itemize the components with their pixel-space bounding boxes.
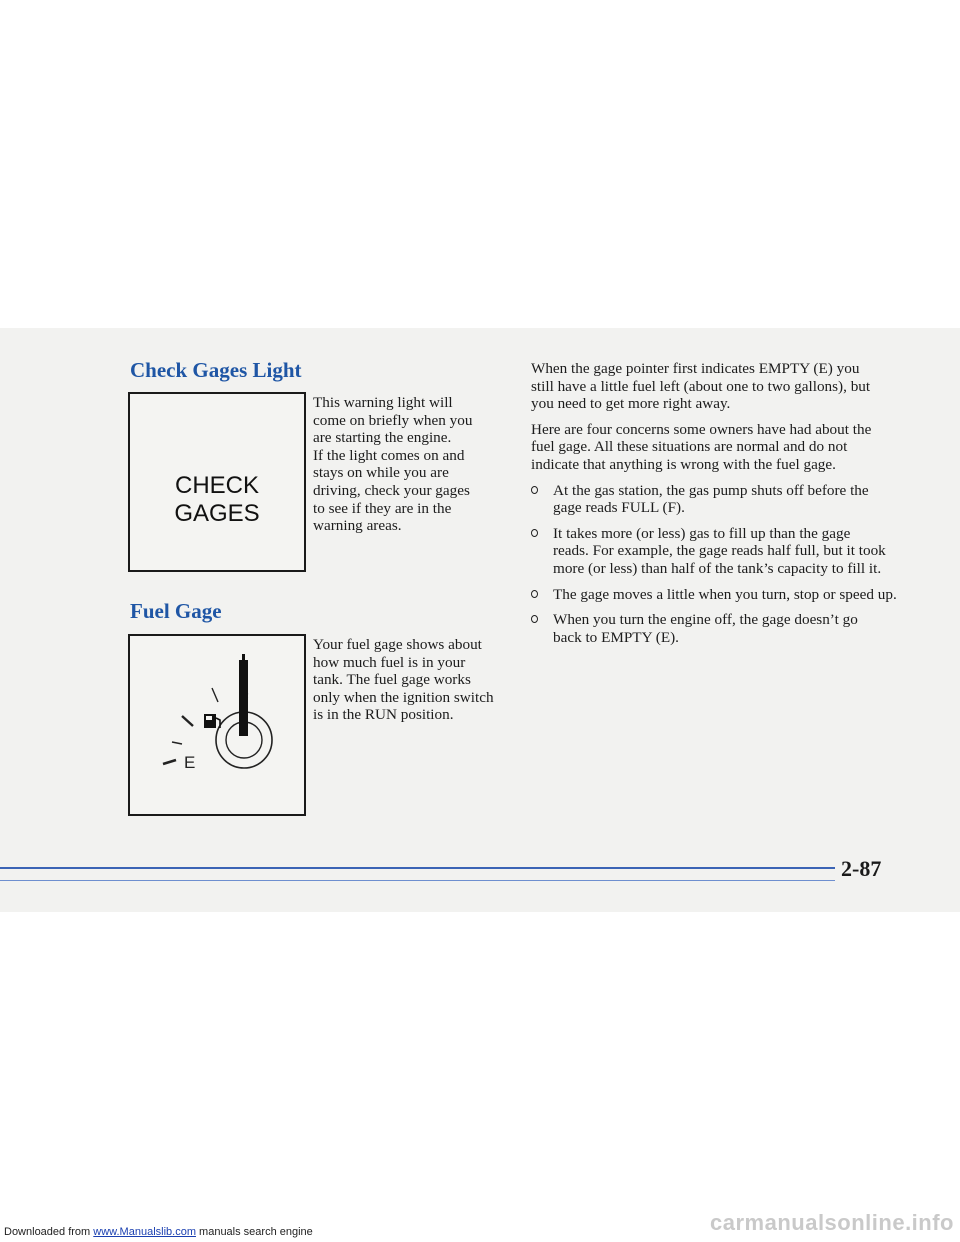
bullet-icon [531, 590, 538, 598]
text-line: The gage moves a little when you turn, stop or speed up. [553, 585, 897, 603]
text-line: come on briefly when you [313, 411, 473, 429]
fuel-gage-figure [128, 634, 306, 816]
check-gages-indicator-panel [128, 392, 306, 572]
footer-suffix: manuals search engine [195, 1226, 313, 1238]
manualslib-link[interactable]: www.Manualslib.com [93, 1226, 196, 1238]
check-gages-indicator-label: CHECK GAGES [174, 472, 260, 527]
text-line: you need to get more right away. [531, 395, 731, 413]
gauge-empty-label: E [184, 753, 196, 772]
watermark-text: carmanualsonline.info [710, 1210, 954, 1235]
paragraph-concerns [531, 421, 931, 474]
text-line: At the gas station, the gas pump shuts off before the [553, 481, 869, 499]
text-line: indicate that anything is wrong with the fuel gage. [531, 455, 836, 473]
text-line: It takes more (or less) gas to fill up than the gage [553, 524, 851, 542]
check-gages-heading: Check Gages Light [130, 358, 302, 382]
page-number: 2-87 [841, 856, 882, 881]
text-line: only when the ignition switch [313, 688, 494, 706]
text-line: If the light comes on and [313, 446, 465, 464]
list-item [531, 611, 931, 646]
text-line: Here are four concerns some owners have had about the [531, 420, 872, 438]
text-line: warning areas. [313, 517, 402, 535]
text-line: tank. The fuel gage works [313, 671, 471, 689]
text-line: how much fuel is in your [313, 653, 466, 671]
footer-rule-thick [0, 867, 835, 869]
text-line: When you turn the engine off, the gage doesn’t go [553, 611, 858, 629]
gauge-tick [182, 716, 193, 726]
text-line: stays on while you are [313, 464, 449, 482]
gauge-needle [239, 660, 248, 736]
footer-prefix: Downloaded from [4, 1226, 94, 1238]
text-line: back to EMPTY (E). [553, 628, 679, 646]
gauge-tick [163, 760, 176, 764]
footer-rule-thin [0, 880, 835, 881]
text-line: more (or less) than half of the tank’s capacity to fill it. [553, 559, 882, 577]
fuel-gage-heading: Fuel Gage [130, 599, 222, 623]
gauge-tick [212, 688, 218, 702]
gauge-tick [172, 742, 182, 744]
bullet-icon [531, 529, 538, 537]
text-line: is in the RUN position. [313, 706, 454, 724]
fuel-gage-details [531, 360, 931, 654]
bullet-icon [531, 486, 538, 494]
bullet-icon [531, 615, 538, 623]
list-item [531, 525, 931, 578]
concerns-list [531, 482, 931, 647]
text-line: to see if they are in the [313, 499, 452, 517]
text-line: Your fuel gage shows about [313, 636, 482, 653]
list-item [531, 482, 931, 517]
manual-page [0, 328, 960, 912]
text-line: are starting the engine. [313, 429, 452, 447]
check-gages-description [313, 394, 513, 535]
text-line: gage reads FULL (F). [553, 499, 685, 517]
text-line: When the gage pointer first indicates EMPTY (E) you [531, 360, 860, 377]
paragraph-empty [531, 360, 931, 413]
text-line: driving, check your gages [313, 481, 470, 499]
text-line: still have a little fuel left (about one to two gallons), but [531, 377, 871, 395]
text-line: reads. For example, the gage reads half full, but it took [553, 542, 886, 560]
fuel-gauge-illustration [130, 636, 304, 814]
text-line: This warning light will [313, 394, 453, 411]
text-line: fuel gage. All these situations are normal and do not [531, 438, 848, 456]
list-item [531, 586, 931, 604]
download-footer [4, 1226, 313, 1238]
fuel-gage-description [313, 636, 513, 724]
gauge-needle-tip [242, 654, 245, 664]
fuel-pump-icon [204, 714, 220, 728]
